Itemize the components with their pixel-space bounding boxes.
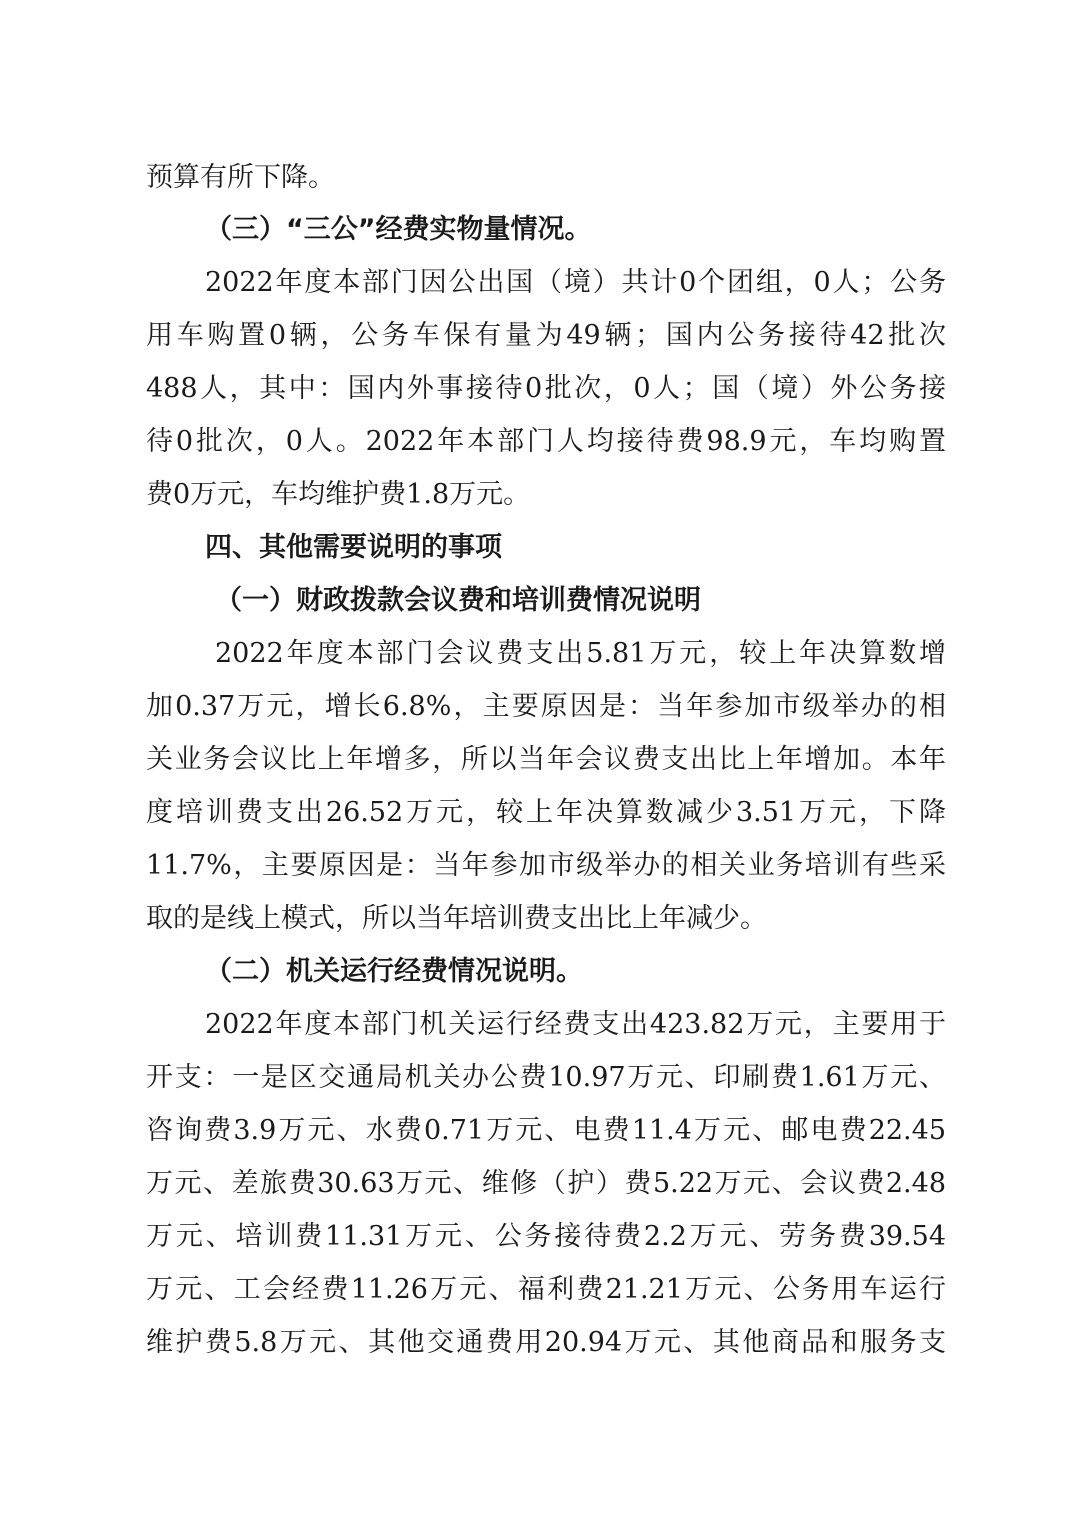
paragraph-line: 维护费5.8万元、其他交通费用20.94万元、其他商品和服务支 (146, 1327, 946, 1358)
paragraph-line: 万元、差旅费30.63万元、维修（护）费5.22万元、会议费2.48 (146, 1168, 946, 1199)
section-heading-sangong: （三）“三公”经费实物量情况。 (205, 214, 592, 245)
subsection-heading-operating-expenses: （二）机关运行经费情况说明。 (205, 956, 583, 987)
paragraph-line: 度培训费支出26.52万元，较上年决算数减少3.51万元，下降 (146, 797, 946, 828)
paragraph-line: 用车购置0辆，公务车保有量为49辆；国内公务接待42批次 (146, 320, 946, 351)
paragraph-line: 万元、培训费11.31万元、公务接待费2.2万元、劳务费39.54 (146, 1221, 946, 1252)
paragraph-line: 加0.37万元，增长6.8%，主要原因是：当年参加市级举办的相 (146, 691, 946, 722)
paragraph-line: 488人，其中：国内外事接待0批次，0人；国（境）外公务接 (146, 373, 946, 404)
paragraph-line: 开支：一是区交通局机关办公费10.97万元、印刷费1.61万元、 (146, 1062, 946, 1093)
paragraph-line: 预算有所下降。 (146, 162, 335, 193)
paragraph-line: 咨询费3.9万元、水费0.71万元、电费11.4万元、邮电费22.45 (146, 1115, 946, 1146)
paragraph-line: 取的是线上模式，所以当年培训费支出比上年减少。 (146, 903, 767, 934)
paragraph-line: 万元、工会经费11.26万元、福利费21.21万元、公务用车运行 (146, 1274, 946, 1305)
paragraph-line: 2022年度本部门机关运行经费支出423.82万元，主要用于 (205, 1009, 946, 1040)
section-heading-other-matters: 四、其他需要说明的事项 (205, 532, 502, 563)
paragraph-line: 2022年度本部门因公出国（境）共计0个团组，0人；公务 (205, 267, 946, 298)
paragraph-line: 关业务会议比上年增多，所以当年会议费支出比上年增加。本年 (146, 744, 946, 775)
paragraph-line: 11.7%，主要原因是：当年参加市级举办的相关业务培训有些采 (146, 850, 946, 881)
paragraph-line: 费0万元，车均维护费1.8万元。 (146, 479, 531, 510)
paragraph-line: 2022年度本部门会议费支出5.81万元，较上年决算数增 (215, 638, 946, 669)
subsection-heading-meeting-training: （一）财政拨款会议费和培训费情况说明 (215, 585, 701, 616)
paragraph-line: 待0批次，0人。2022年本部门人均接待费98.9元，车均购置 (146, 426, 946, 457)
